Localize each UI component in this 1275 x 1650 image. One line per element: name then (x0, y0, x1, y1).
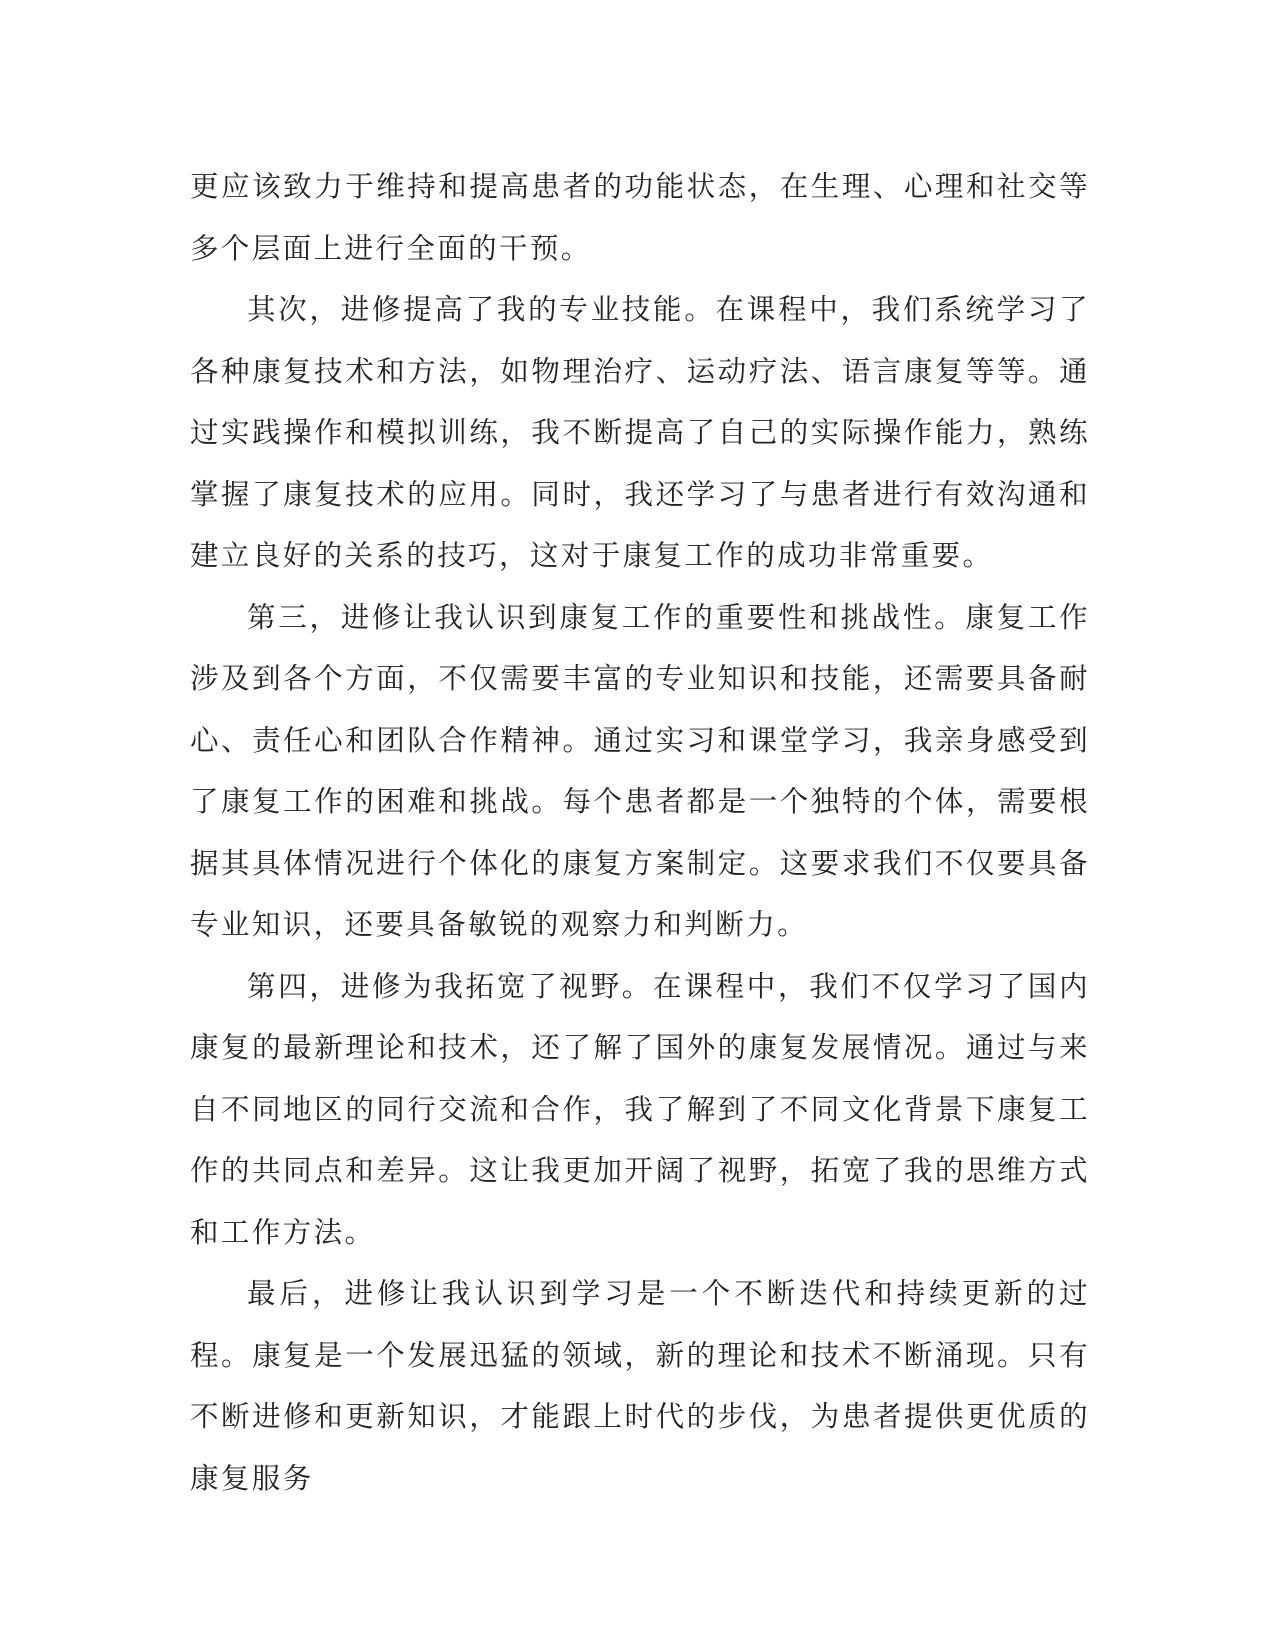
body-text (190, 156, 1090, 1509)
paragraph-2: 其次，进修提高了我的专业技能。在课程中，我们系统学习了各种康复技术和方法，如物理治疗、运动疗法、语言康复等等。通过实践操作和模拟训练，我不断提高了自己的实际操作能力，熟练掌握了康复技术的应用。同时，我还学习了与患者进行有效沟通和建立良好的关系的技巧，这对于康复工作的成功非常重要。 (190, 293, 1090, 572)
paragraph-3: 第三，进修让我认识到康复工作的重要性和挑战性。康复工作涉及到各个方面，不仅需要丰富的专业知识和技能，还需要具备耐心、责任心和团队合作精神。通过实习和课堂学习，我亲身感受到了康复工作的困难和挑战。每个患者都是一个独特的个体，需要根据其具体情况进行个体化的康复方案制定。这要求我们不仅要具备专业知识，还要具备敏锐的观察力和判断力。 (190, 600, 1090, 941)
paragraph-5: 最后，进修让我认识到学习是一个不断迭代和持续更新的过程。康复是一个发展迅猛的领域，新的理论和技术不断涌现。只有不断进修和更新知识，才能跟上时代的步伐，为患者提供更优质的康复服务 (190, 1277, 1090, 1495)
paragraph-1: 更应该致力于维持和提高患者的功能状态，在生理、心理和社交等多个层面上进行全面的干预。 (190, 170, 1090, 265)
paragraph-4: 第四，进修为我拓宽了视野。在课程中，我们不仅学习了国内康复的最新理论和技术，还了解了国外的康复发展情况。通过与来自不同地区的同行交流和合作，我了解到了不同文化背景下康复工作的共同点和差异。这让我更加开阔了视野，拓宽了我的思维方式和工作方法。 (190, 969, 1090, 1249)
